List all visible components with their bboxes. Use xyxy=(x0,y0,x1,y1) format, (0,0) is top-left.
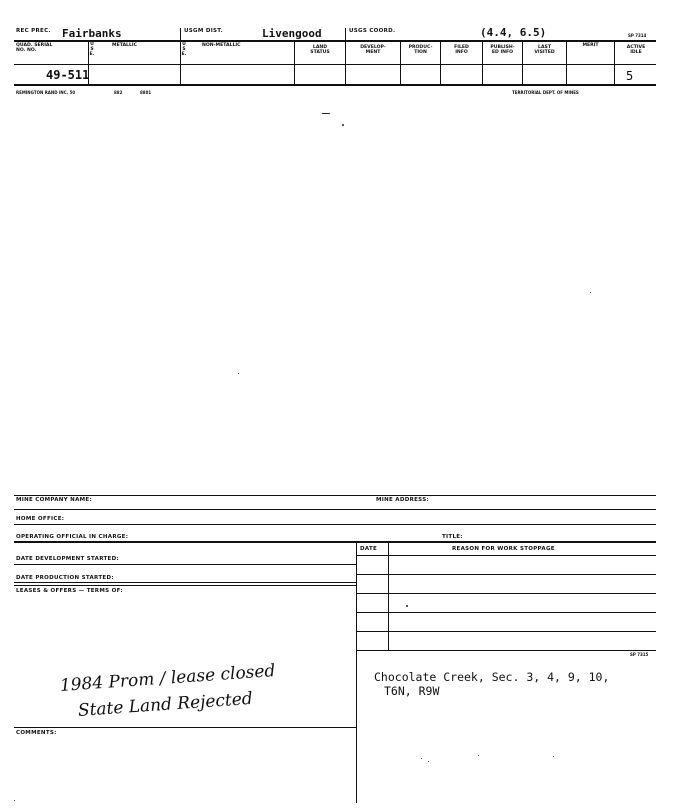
row-rule xyxy=(14,541,656,543)
comments-rule xyxy=(14,727,356,728)
col-divider xyxy=(345,28,346,84)
date-header: DATE xyxy=(360,546,378,552)
row-rule xyxy=(14,524,656,525)
mine-company-label: MINE COMPANY NAME: xyxy=(16,497,92,503)
handwritten-note-line2: State Land Rejected xyxy=(77,688,254,721)
scan-speck xyxy=(428,761,429,762)
rec-prec-value: Fairbanks xyxy=(62,27,122,40)
footer-right: TERRITORIAL DEPT. OF MINES xyxy=(512,90,579,95)
usgm-dist-label: USGM DIST. xyxy=(184,28,223,34)
usgm-dist-value: Livengood xyxy=(262,27,322,40)
use-label-metallic: U S E. xyxy=(89,42,95,57)
serial-number: 49-511 xyxy=(46,68,90,82)
comments-label: COMMENTS: xyxy=(16,730,57,736)
scan-speck xyxy=(553,756,554,757)
card-bottom-rule xyxy=(14,84,656,86)
quad-serial-label: QUAD. SERIAL NO. NO. xyxy=(16,43,53,53)
header-divider xyxy=(14,40,656,42)
land-status-label: LAND STATUS xyxy=(310,45,330,55)
rec-prec-label: REC PREC. xyxy=(16,28,51,34)
scan-speck xyxy=(590,292,591,293)
scan-speck xyxy=(342,124,344,126)
row-rule xyxy=(14,509,656,510)
col-divider xyxy=(294,41,295,84)
footer-left: REMINGTON RAND INC. 50 xyxy=(16,90,76,95)
row-rule xyxy=(14,582,356,583)
stoppage-rule xyxy=(356,593,656,594)
last-visited-label: LAST VISITED xyxy=(534,45,555,55)
date-development-label: DATE DEVELOPMENT STARTED: xyxy=(16,556,119,562)
scan-speck xyxy=(478,755,479,756)
typed-location-line1: Chocolate Creek, Sec. 3, 4, 9, 10, xyxy=(374,670,610,684)
scan-speck xyxy=(421,758,422,759)
active-mark: 5 xyxy=(626,69,634,83)
footer-code-1: 882 xyxy=(114,90,123,95)
stoppage-rule xyxy=(356,555,656,556)
scan-speck xyxy=(238,373,239,374)
usgs-coord-value: (4.4, 6.5) xyxy=(480,26,547,39)
stoppage-rule xyxy=(356,612,656,613)
stoppage-rule xyxy=(356,631,656,632)
usgs-coord-label: USGS COORD. xyxy=(349,28,396,34)
active-idle-label: ACTIVE IDLE xyxy=(626,45,646,55)
title-label: TITLE: xyxy=(442,534,463,540)
published-info-label: PUBLISH- ED INFO xyxy=(490,45,515,55)
scan-speck xyxy=(322,113,330,114)
home-office-label: HOME OFFICE: xyxy=(16,516,65,522)
mine-company-rule xyxy=(14,495,656,496)
scan-speck xyxy=(14,800,15,801)
leases-label: LEASES & OFFERS — TERMS OF: xyxy=(16,588,123,594)
production-label: PRODUC- TION xyxy=(408,45,433,55)
date-production-label: DATE PRODUCTION STARTED: xyxy=(16,575,114,581)
operating-official-label: OPERATING OFFICIAL IN CHARGE: xyxy=(16,534,129,540)
form-code-top: SP 7314 xyxy=(628,33,647,38)
merit-label: MERIT xyxy=(582,43,599,48)
row-rule xyxy=(14,564,356,565)
date-col-divider xyxy=(388,541,389,650)
stoppage-rule xyxy=(356,650,656,651)
scan-speck xyxy=(406,605,408,607)
form-code-bottom: SP 7315 xyxy=(630,652,649,657)
center-divider xyxy=(356,541,357,803)
value-row-divider xyxy=(14,64,656,65)
mine-address-label: MINE ADDRESS: xyxy=(376,497,429,503)
stoppage-rule xyxy=(356,574,656,575)
development-label: DEVELOP- MENT xyxy=(360,45,386,55)
non-metallic-label: NON-METALLIC xyxy=(202,43,241,48)
filed-info-label: FILED INFO xyxy=(454,45,469,55)
typed-location-line2: T6N, R9W xyxy=(384,684,440,698)
handwritten-note-line1: 1984 Prom / lease closed xyxy=(59,660,276,696)
row-rule xyxy=(14,585,356,586)
reason-header: REASON FOR WORK STOPPAGE xyxy=(452,546,555,552)
footer-code-2: 8801 xyxy=(140,90,152,95)
metallic-label: METALLIC xyxy=(112,43,137,48)
use-label-nonmetallic: U S E. xyxy=(181,42,187,57)
